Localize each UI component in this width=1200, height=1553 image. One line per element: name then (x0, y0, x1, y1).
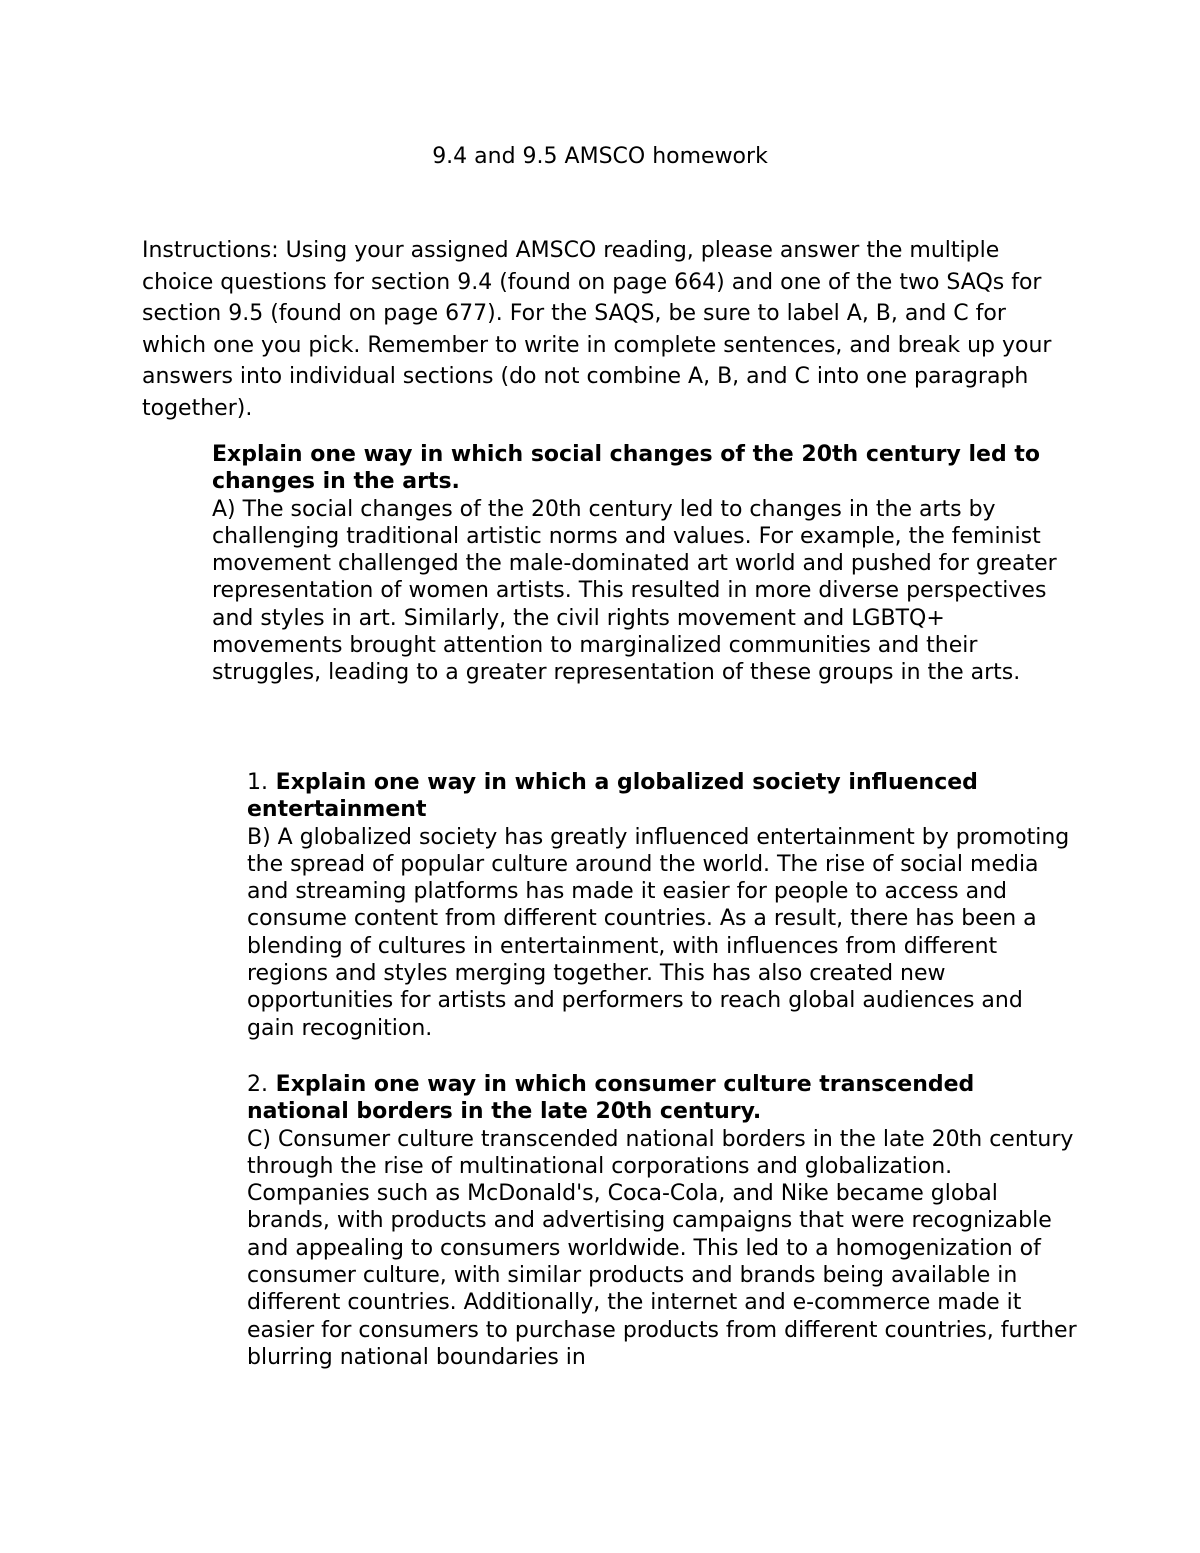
question-number: 2. (247, 1072, 268, 1097)
question-text: Explain one way in which a globalized society influenced entertainment (247, 770, 978, 823)
instructions-paragraph: Instructions: Using your assigned AMSCO reading, please answer the multiple choice questions for section 9.4 (found on page 664) and one of the two SAQs for section 9.5 (found on page 677). For the SAQS, be sure to label A, B, and C for which one you pick. Remember to write in complete sentences, and break up your answers into individual sections (do not combine A, B, and C into one paragraph together). (142, 238, 1052, 421)
answer-section-b (247, 769, 1077, 1042)
answer-text: A) The social changes of the 20th century led to changes in the arts by challenging traditional artistic norms and values. For example, the feminist movement challenged the male-dominated art world and pushed for greater representation of women artists. This resulted in more diverse perspectives and styles in art. Similarly, the civil rights movement and LGBTQ+ movements brought attention to marginalized communities and their struggles, leading to a greater representation of these groups in the arts. (212, 496, 1057, 686)
question-text: Explain one way in which consumer culture transcended national borders in the late 20th century. (247, 1072, 975, 1125)
answer-section-a (212, 441, 1082, 687)
question-heading (247, 769, 1077, 824)
answer-text: B) A globalized society has greatly influenced entertainment by promoting the spread of popular culture around the world. The rise of social media and streaming platforms has made it easier for people to access and consume content from different countries. As a result, there has been a blending of cultures in entertainment, with influences from different regions and styles merging together. This has also created new opportunities for artists and performers to reach global audiences and gain recognition. (247, 824, 1070, 1041)
question-heading (247, 1071, 1077, 1126)
answer-text: C) Consumer culture transcended national borders in the late 20th century through the rise of multinational corporations and globalization. Companies such as McDonald's, Coca-Cola, and Nike became global brands, with products and advertising campaigns that were recognizable and appealing to consumers worldwide. This led to a homogenization of consumer culture, with similar products and brands being available in different countries. Additionally, the internet and e-commerce made it easier for consumers to purchase products from different countries, further blurring national boundaries in (247, 1126, 1077, 1370)
question-heading: Explain one way in which social changes of the 20th century led to changes in the arts. (212, 442, 1040, 495)
question-number: 1. (247, 770, 268, 795)
answer-section-c (247, 1071, 1077, 1371)
document-title: 9.4 and 9.5 AMSCO homework (432, 144, 768, 169)
